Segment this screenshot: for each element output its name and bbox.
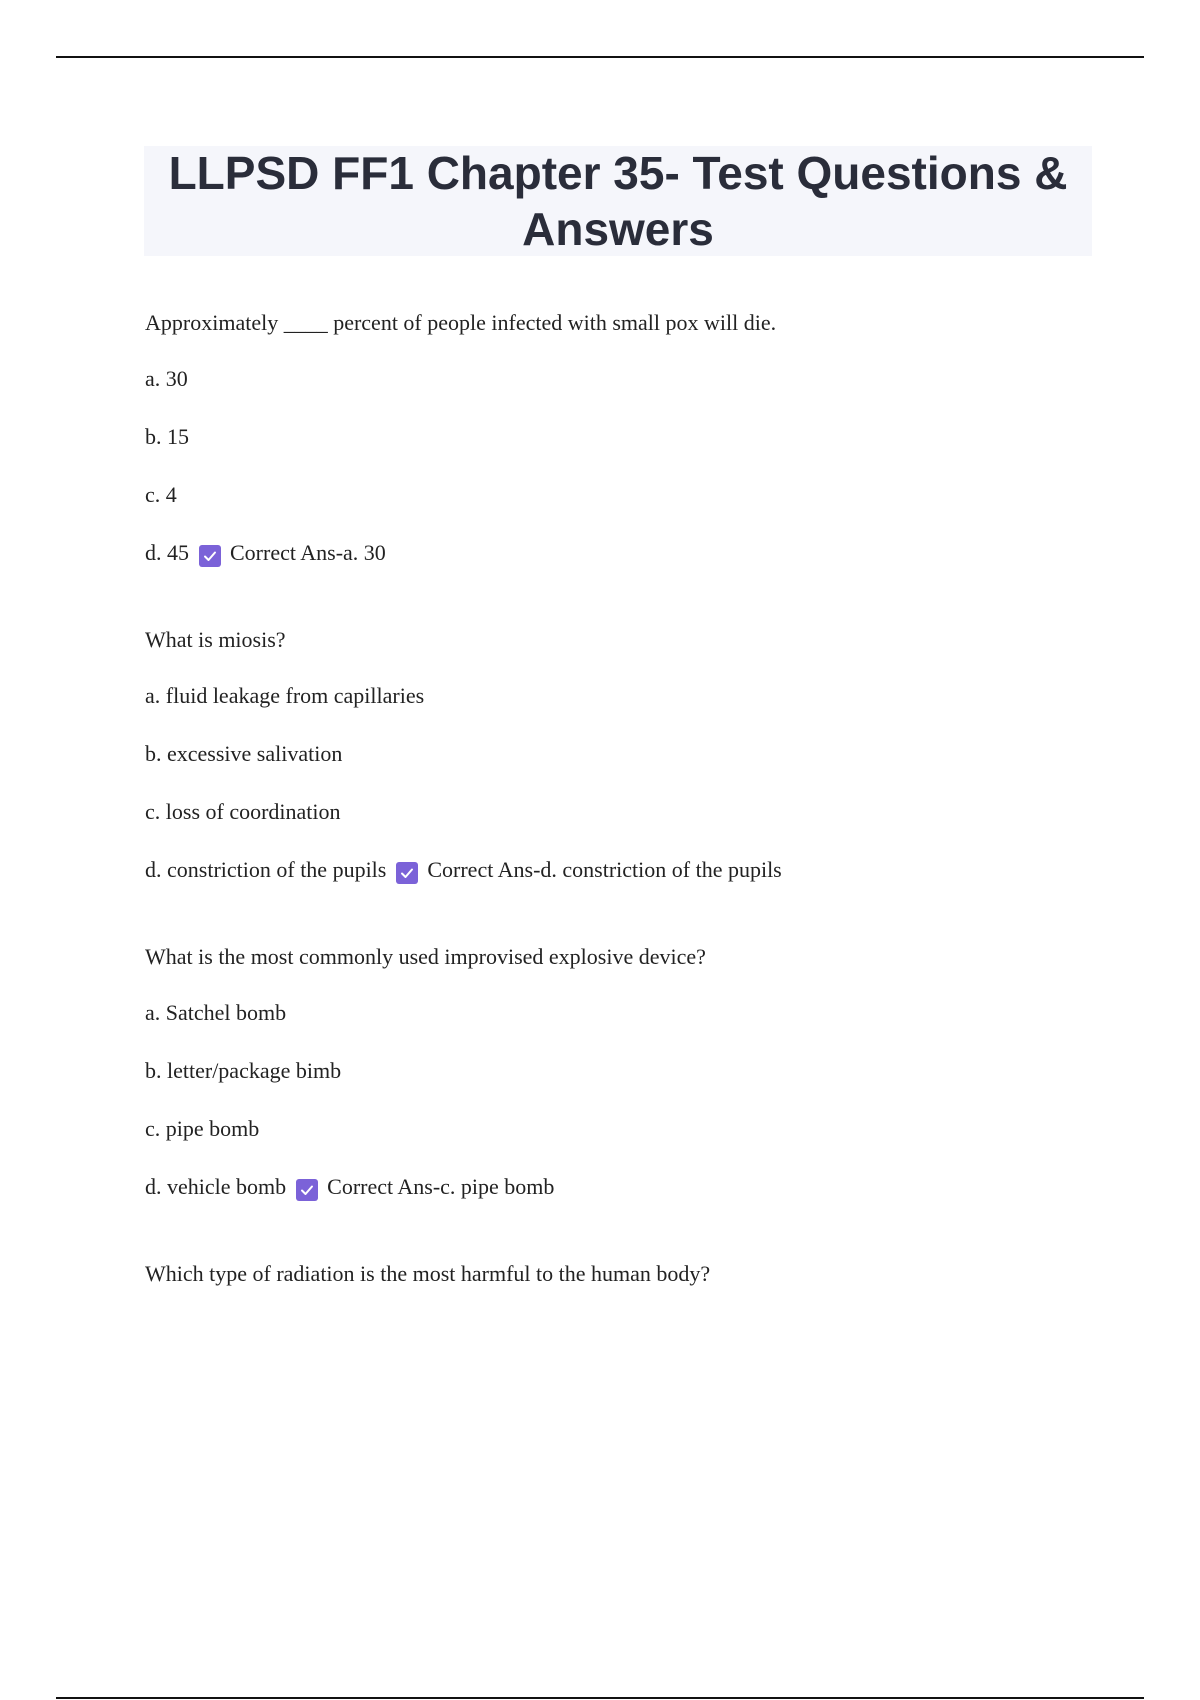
option-d-with-answer bbox=[145, 857, 1105, 884]
option-a: a. Satchel bomb bbox=[145, 1000, 287, 1025]
option-d: d. 45 bbox=[145, 540, 189, 565]
question-list bbox=[145, 310, 1105, 1347]
correct-answer: Correct Ans-a. 30 bbox=[230, 540, 386, 565]
option-c: c. loss of coordination bbox=[145, 799, 341, 824]
option-d-with-answer bbox=[145, 1174, 1105, 1201]
option-c: c. 4 bbox=[145, 482, 177, 507]
option-b: b. excessive salivation bbox=[145, 741, 343, 766]
option-d: d. constriction of the pupils bbox=[145, 857, 387, 882]
option-b: b. 15 bbox=[145, 424, 189, 449]
option-d: d. vehicle bomb bbox=[145, 1174, 287, 1199]
question-block bbox=[145, 310, 1105, 567]
page-title: LLPSD FF1 Chapter 35- Test Questions & Answers bbox=[168, 147, 1068, 255]
check-box-icon bbox=[296, 1179, 318, 1201]
question-text: Approximately ____ percent of people infected with small pox will die. bbox=[145, 310, 777, 335]
check-box-icon bbox=[396, 862, 418, 884]
question-text: What is the most commonly used improvised explosive device? bbox=[145, 944, 706, 969]
question-block bbox=[145, 627, 1105, 884]
correct-answer: Correct Ans-d. constriction of the pupils bbox=[427, 857, 782, 882]
question-block bbox=[145, 944, 1105, 1201]
option-a: a. 30 bbox=[145, 366, 188, 391]
question-text: What is miosis? bbox=[145, 627, 286, 652]
top-rule bbox=[56, 56, 1144, 58]
check-box-icon bbox=[199, 545, 221, 567]
option-a: a. fluid leakage from capillaries bbox=[145, 683, 425, 708]
title-banner bbox=[144, 146, 1092, 256]
question-text: Which type of radiation is the most harmful to the human body? bbox=[145, 1261, 711, 1286]
option-d-with-answer bbox=[145, 540, 1105, 567]
correct-answer: Correct Ans-c. pipe bomb bbox=[327, 1174, 555, 1199]
option-b: b. letter/package bimb bbox=[145, 1058, 342, 1083]
option-c: c. pipe bomb bbox=[145, 1116, 260, 1141]
question-block bbox=[145, 1261, 1105, 1287]
bottom-rule bbox=[56, 1697, 1144, 1699]
